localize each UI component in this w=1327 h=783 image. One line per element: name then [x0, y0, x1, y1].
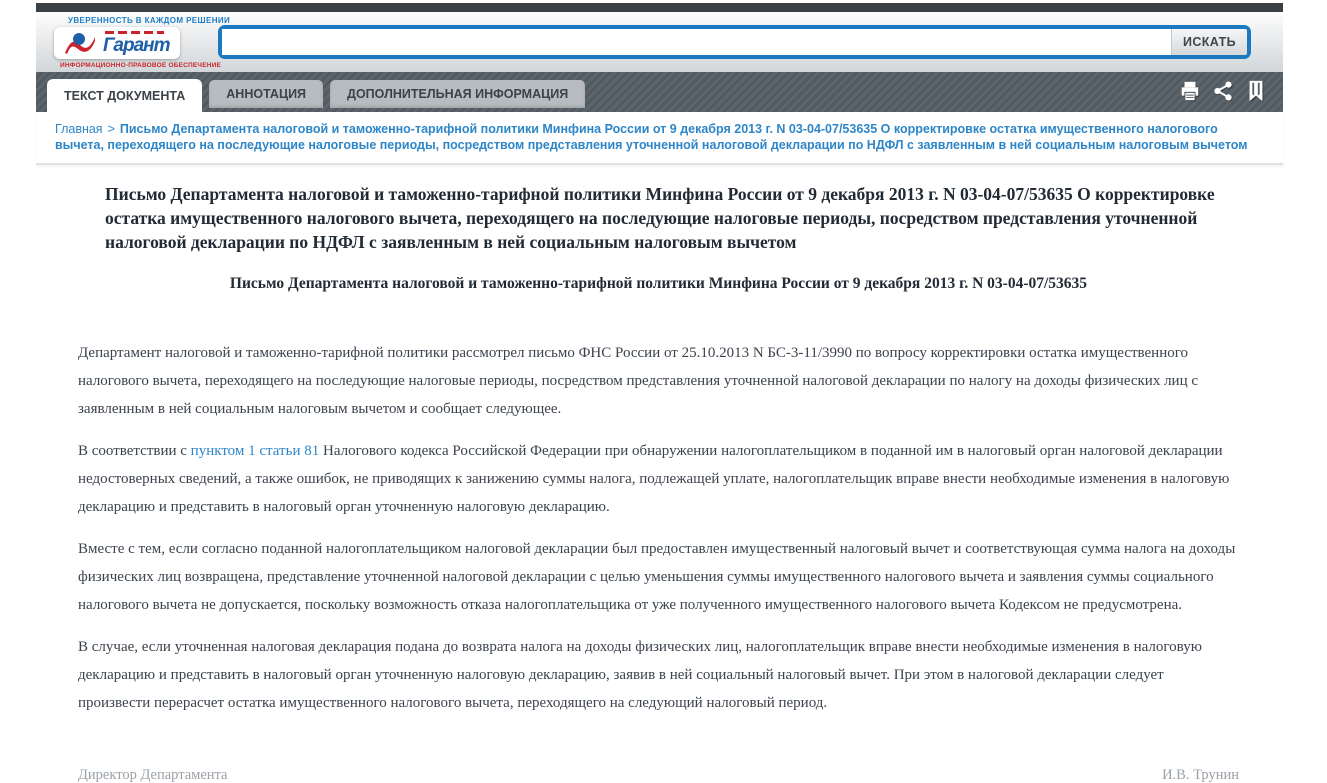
document-paragraphs [78, 339, 1239, 717]
garant-wordmark: Гарант [103, 30, 170, 57]
breadcrumb [36, 112, 1283, 165]
tab-label: АННОТАЦИЯ [226, 87, 307, 101]
document-toolbar [1179, 80, 1267, 102]
search-button[interactable]: ИСКАТЬ [1171, 29, 1247, 55]
paragraph-text: Налогового кодекса Российской Федерации при обнаружении налогоплательщиком в поданной им в налоговый орган налоговой декларации недостоверных сведений, а также ошибок, не приводящих к занижению суммы налога, подлежащей уплате, налогоплательщик вправе внести необходимые изменения в налоговую декларацию и представить в налоговый орган уточненную налоговую декларацию. [78, 443, 1230, 515]
logo-block[interactable] [54, 13, 230, 69]
print-icon[interactable] [1179, 80, 1201, 102]
signature-name: И.В. Трунин [1162, 767, 1239, 783]
garant-logo [54, 27, 180, 59]
bookmark-icon[interactable] [1245, 80, 1267, 102]
share-icon[interactable] [1212, 80, 1234, 102]
page-container [36, 3, 1283, 783]
paragraph [78, 437, 1239, 521]
logo-tagline: УВЕРЕННОСТЬ В КАЖДОМ РЕШЕНИИ [68, 16, 231, 25]
tab-document-text[interactable] [47, 79, 202, 112]
breadcrumb-current: Письмо Департамента налоговой и таможенно-тарифной политики Минфина России от 9 декабря 2013 г. N 03-04-07/53635 О корректировке остатка имущественного налогового вычета, переходящего на последующие налоговые периоды, посредством представления уточненной налоговой декларации по НДФЛ с заявленным в ней социальным налоговым вычетом [55, 122, 1248, 152]
document-subtitle: Письмо Департамента налоговой и таможенно-тарифной политики Минфина России от 9 декабря 2013 г. N 03-04-07/53635 [229, 275, 1088, 292]
paragraph-text: В соответствии с [78, 443, 191, 459]
paragraph: Вместе с тем, если согласно поданной налогоплательщиком налоговой декларации был предоставлен имущественный налоговый вычет и соответствующая сумма налога на доходы физических лиц возвращена, представление уточненной налоговой декларации с целью уменьшения суммы имущественного налогового вычета и заявления суммы социального налогового вычета не допускается, поскольку возможность отказа налогоплательщика от уже полученного имущественного налогового вычета Кодексом не предусмотрена. [78, 541, 1236, 613]
breadcrumb-separator: > [107, 122, 115, 136]
top-dark-bar [36, 3, 1283, 12]
search-box [218, 25, 1251, 59]
paragraph: Департамент налоговой и таможенно-тарифной политики рассмотрел письмо ФНС России от 25.10.2013 N БС-3-11/3990 по вопросу корректировки остатка имущественного налогового вычета, переходящего на последующие налоговые периоды, посредством представления уточненной налоговой декларации по налогу на доходы физических лиц с заявленным в ней социальным налоговым вычетом и сообщает следующее. [78, 345, 1199, 417]
tab-bar [36, 72, 1283, 112]
tab-annotation[interactable] [209, 80, 323, 108]
garant-logo-mark [64, 31, 96, 57]
tab-label: ДОПОЛНИТЕЛЬНАЯ ИНФОРМАЦИЯ [347, 87, 569, 101]
signature-position: Директор Департамента [78, 767, 228, 783]
document-title: Письмо Департамента налоговой и таможенно-тарифной политики Минфина России от 9 декабря 2013 г. N 03-04-07/53635 О корректировке остатка имущественного налогового вычета, переходящего на последующие налоговые периоды, посредством представления уточненной налоговой декларации по НДФЛ с заявленным в ней социальным налоговым вычетом [105, 184, 1215, 252]
statute-link[interactable]: пунктом 1 статьи 81 [190, 443, 320, 459]
tab-label: ТЕКСТ ДОКУМЕНТА [64, 88, 186, 103]
document-body [36, 165, 1283, 783]
header [36, 12, 1283, 72]
logo-subtext: ИНФОРМАЦИОННО-ПРАВОВОЕ ОБЕСПЕЧЕНИЕ [60, 62, 222, 69]
tab-additional-info[interactable] [330, 80, 585, 108]
search-input[interactable] [222, 29, 1171, 55]
paragraph: В случае, если уточненная налоговая декларация подана до возврата налога на доходы физических лиц, налогоплательщик вправе внести необходимые изменения в налоговую декларацию и представить в налоговый орган уточненную налоговую декларацию, заявив в ней социальный налоговый вычет. При этом в налоговой декларации следует произвести перерасчет остатка имущественного налогового вычета, переходящего на следующий налоговый период. [78, 639, 1202, 711]
signature-block [78, 767, 1239, 783]
breadcrumb-home-link[interactable]: Главная [55, 122, 103, 136]
